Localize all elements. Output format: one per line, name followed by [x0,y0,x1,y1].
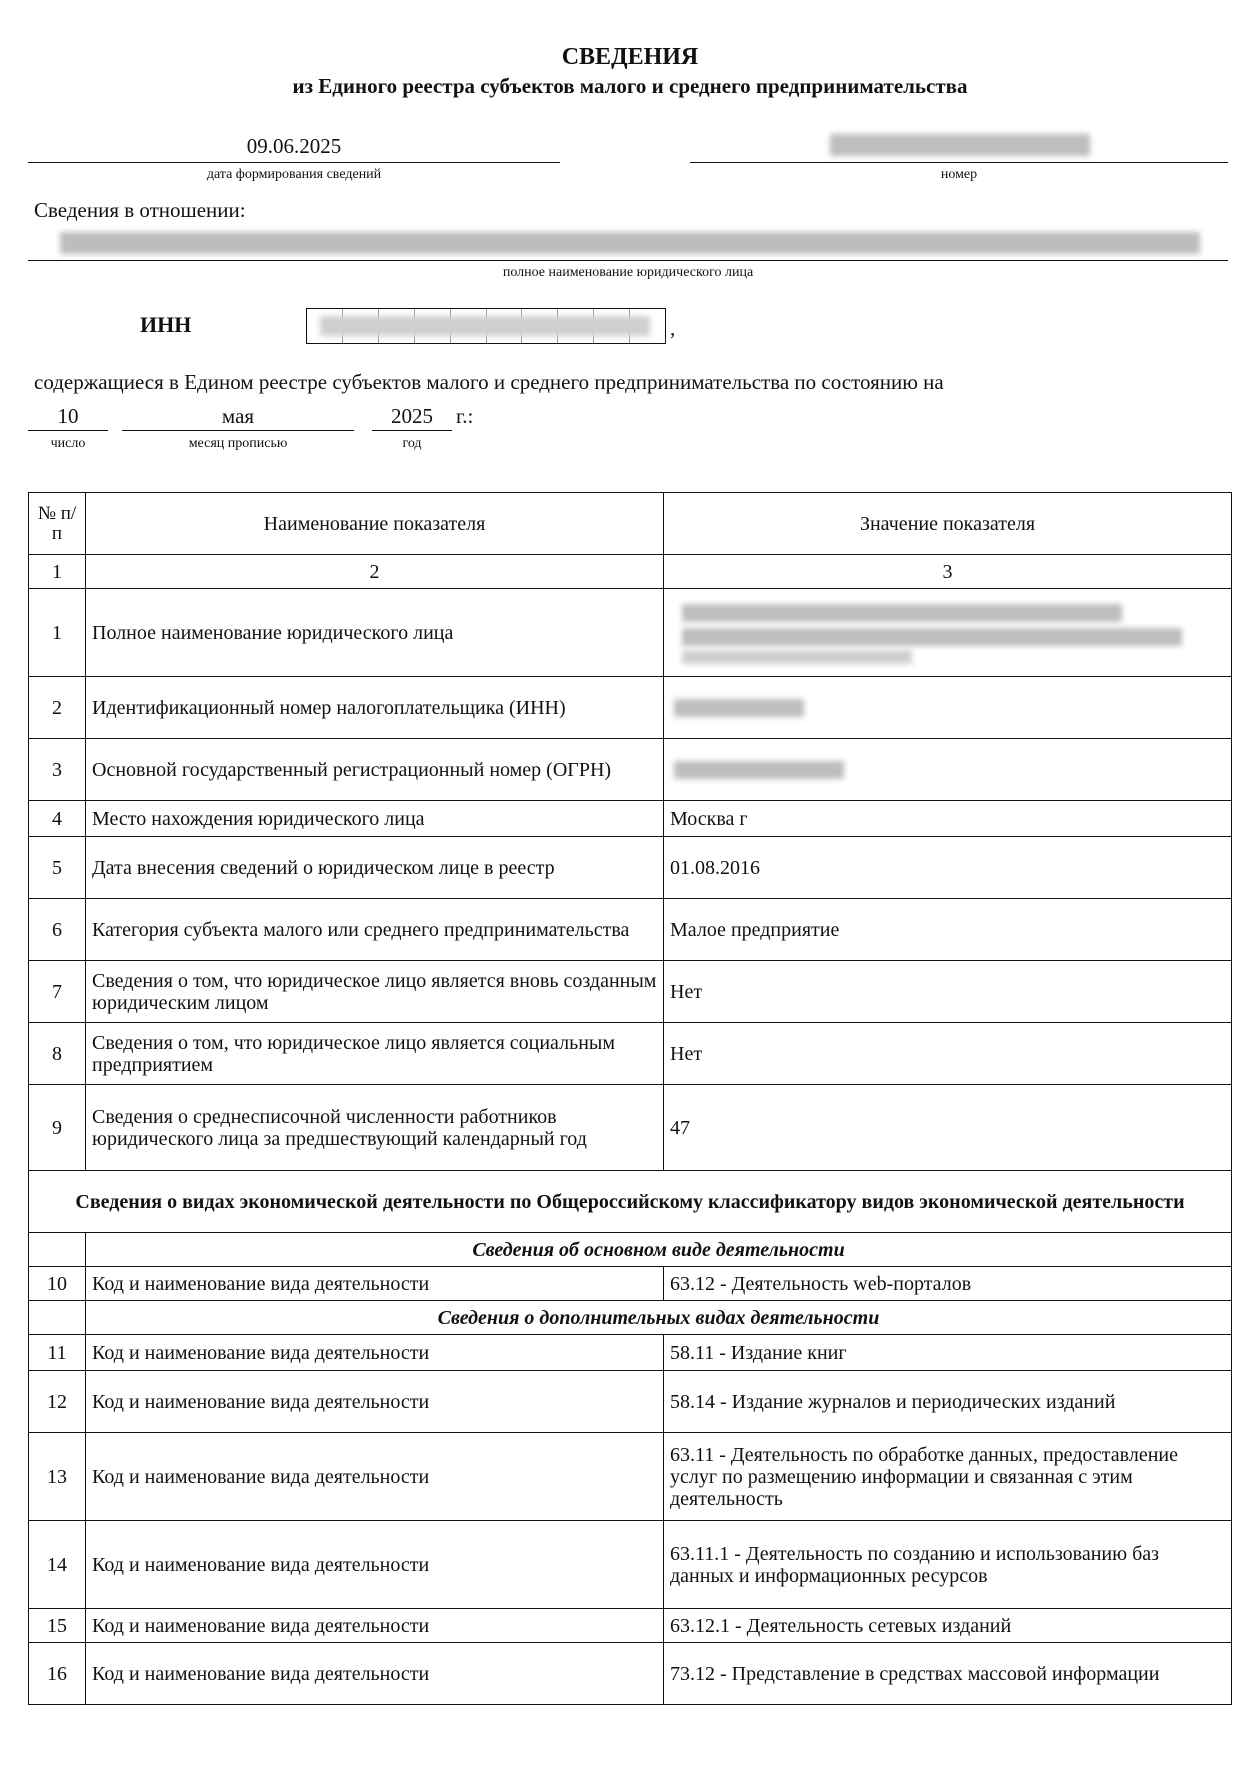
row-number: 8 [29,1023,86,1085]
row-number: 2 [29,677,86,739]
table-row [29,1371,1232,1433]
table-row [29,1085,1232,1171]
table-row [29,1433,1232,1521]
row-value: 63.12.1 - Деятельность сетевых изданий [664,1609,1232,1643]
section-okved-row [29,1171,1232,1233]
state-month-caption: месяц прописью [188,436,288,451]
number-underline [690,162,1228,163]
col-number-1: 1 [29,555,86,589]
table-row [29,739,1232,801]
state-day: 10 [57,404,79,428]
table-row [29,837,1232,899]
row-number: 10 [29,1267,86,1301]
row-value: 58.11 - Издание книг [664,1335,1232,1371]
table-row [29,1335,1232,1371]
document-title: СВЕДЕНИЯ [561,44,699,70]
row-name: Идентификационный номер налогоплательщика (ИНН) [86,677,664,739]
row-name: Сведения о среднесписочной численности работников юридического лица за предшествующий календарный год [86,1085,664,1171]
row-value-redacted [664,589,1232,677]
header-value: Значение показателя [664,493,1232,555]
row-value: 01.08.2016 [664,837,1232,899]
row-number: 12 [29,1371,86,1433]
row-number: 9 [29,1085,86,1171]
subject-label: Сведения в отношении: [34,198,246,222]
formation-date-underline [28,162,560,163]
table-row [29,899,1232,961]
row-number: 4 [29,801,86,837]
row-number: 5 [29,837,86,899]
number-caption: номер [940,167,978,182]
row-value: Малое предприятие [664,899,1232,961]
state-year-caption: год [402,436,422,451]
row-value-redacted [664,677,1232,739]
row-number: 16 [29,1643,86,1705]
state-year-suffix: г.: [456,404,474,428]
row-value: Нет [664,961,1232,1023]
redacted-company-name [60,232,1200,254]
row-value: 47 [664,1085,1232,1171]
column-numbers-row [29,555,1232,589]
state-as-of-text: содержащиеся в Едином реестре субъектов малого и среднего предпринимательства по состоянию на [34,370,944,394]
row-name: Категория субъекта малого или среднего предпринимательства [86,899,664,961]
row-name: Дата внесения сведений о юридическом лице в реестр [86,837,664,899]
table-row [29,961,1232,1023]
row-name: Сведения о том, что юридическое лицо является вновь созданным юридическим лицом [86,961,664,1023]
table-header-row [29,493,1232,555]
row-name: Код и наименование вида деятельности [86,1609,664,1643]
state-year-underline [372,430,452,431]
row-name: Код и наименование вида деятельности [86,1433,664,1521]
state-day-underline [28,430,108,431]
table-row [29,801,1232,837]
section-okved-title: Сведения о видах экономической деятельности по Общероссийскому классификатору видов экономической деятельности [29,1171,1232,1233]
header-no: № п/п [29,493,86,555]
table-row [29,1521,1232,1609]
document-subtitle: из Единого реестра субъектов малого и среднего предпринимательства [292,74,968,98]
table-row [29,589,1232,677]
row-number: 11 [29,1335,86,1371]
row-number: 3 [29,739,86,801]
row-number: 14 [29,1521,86,1609]
row-name: Код и наименование вида деятельности [86,1371,664,1433]
redacted-number [830,134,1090,156]
company-name-caption: полное наименование юридического лица [502,265,754,280]
row-number: 1 [29,589,86,677]
col-number-2: 2 [86,555,664,589]
state-month: мая [221,404,255,428]
table-row [29,1609,1232,1643]
row-name: Полное наименование юридического лица [86,589,664,677]
formation-date: 09.06.2025 [246,134,342,158]
table-row [29,1267,1232,1301]
redacted-inn [320,316,650,336]
row-name: Место нахождения юридического лица [86,801,664,837]
row-number: 13 [29,1433,86,1521]
state-day-caption: число [50,436,86,451]
row-name: Код и наименование вида деятельности [86,1335,664,1371]
inn-comma: , [670,316,676,340]
company-name-underline [28,260,1228,261]
row-name: Сведения о том, что юридическое лицо является социальным предприятием [86,1023,664,1085]
row-name: Код и наименование вида деятельности [86,1643,664,1705]
row-value: 63.12 - Деятельность web-порталов [664,1267,1232,1301]
row-name: Код и наименование вида деятельности [86,1521,664,1609]
inn-label: ИНН [140,312,192,337]
row-value: 58.14 - Издание журналов и периодических изданий [664,1371,1232,1433]
row-value: Москва г [664,801,1232,837]
registry-table [28,492,1232,1705]
col-number-3: 3 [664,555,1232,589]
table-row [29,1023,1232,1085]
section-main-title: Сведения об основном виде деятельности [86,1233,1232,1267]
section-additional-row [29,1301,1232,1335]
table-row [29,1643,1232,1705]
row-value: 63.11.1 - Деятельность по созданию и использованию баз данных и информационных ресурсов [664,1521,1232,1609]
row-number: 6 [29,899,86,961]
row-value: Нет [664,1023,1232,1085]
row-number: 7 [29,961,86,1023]
row-value: 73.12 - Представление в средствах массовой информации [664,1643,1232,1705]
table-row [29,677,1232,739]
section-additional-title: Сведения о дополнительных видах деятельности [86,1301,1232,1335]
header-name: Наименование показателя [86,493,664,555]
state-month-underline [122,430,354,431]
row-value: 63.11 - Деятельность по обработке данных, предоставление услуг по размещению информации и связанная с этим деятельность [664,1433,1232,1521]
section-main-row [29,1233,1232,1267]
state-year: 2025 [391,404,433,428]
row-name: Код и наименование вида деятельности [86,1267,664,1301]
row-name: Основной государственный регистрационный номер (ОГРН) [86,739,664,801]
formation-date-caption: дата формирования сведений [206,167,382,182]
row-value-redacted [664,739,1232,801]
row-number: 15 [29,1609,86,1643]
